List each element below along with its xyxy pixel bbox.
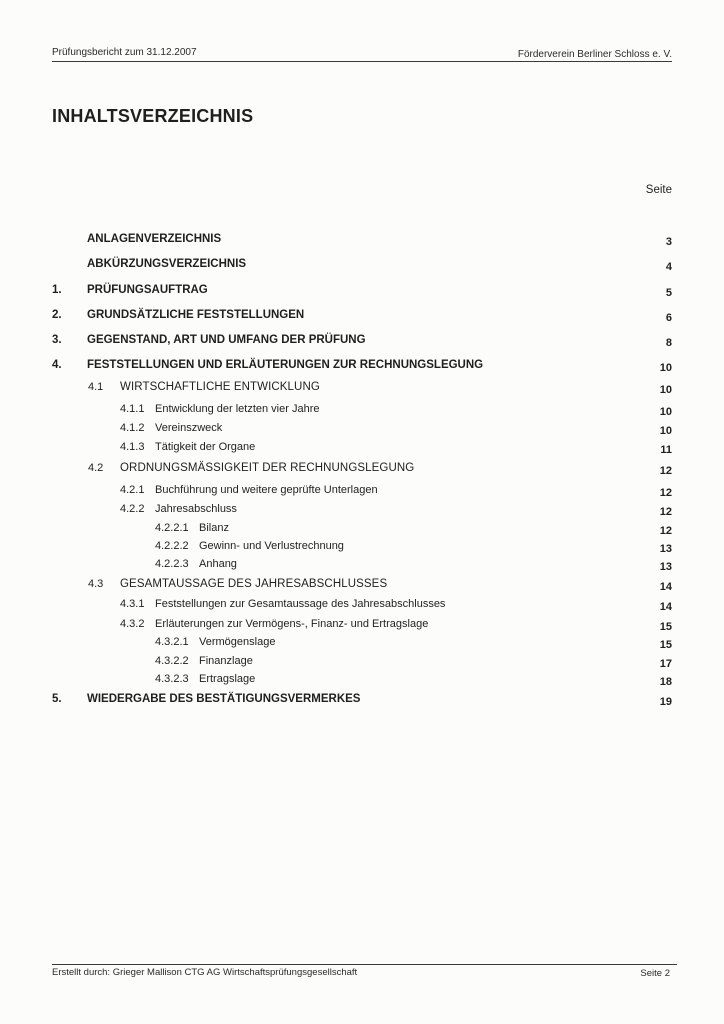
toc-entry-title: Buchführung und weitere geprüfte Unterlagen bbox=[155, 484, 378, 496]
toc-entry-page: 13 bbox=[659, 561, 672, 573]
toc-entry-page: 4 bbox=[665, 261, 672, 273]
toc-entry[interactable] bbox=[0, 558, 724, 574]
toc-entry-title: Gewinn- und Verlustrechnung bbox=[199, 540, 344, 552]
toc-entry-title: WIEDERGABE DES BESTÄTIGUNGSVERMERKES bbox=[87, 693, 361, 705]
toc-entry[interactable] bbox=[0, 522, 724, 538]
toc-entry-number: 3. bbox=[52, 334, 62, 346]
toc-entry-number: 4. bbox=[52, 359, 62, 371]
toc-entry-page: 14 bbox=[659, 581, 672, 593]
toc-entry-page: 18 bbox=[659, 676, 672, 688]
toc-entry-title: Anhang bbox=[199, 558, 237, 570]
toc-entry-page: 6 bbox=[665, 312, 672, 324]
toc-entry-number: 4.2.2.1 bbox=[155, 522, 189, 534]
toc-entry-page: 10 bbox=[659, 384, 672, 396]
toc-entry-title: GEGENSTAND, ART UND UMFANG DER PRÜFUNG bbox=[87, 334, 366, 346]
toc-entry-page: 10 bbox=[659, 406, 672, 418]
toc-entry[interactable] bbox=[0, 258, 724, 274]
toc-entry-number: 4.2.2 bbox=[120, 503, 145, 515]
header-organization: Förderverein Berliner Schloss e. V. bbox=[517, 49, 672, 60]
toc-entry-page: 8 bbox=[665, 337, 672, 349]
toc-entry-number: 4.2.2.3 bbox=[155, 558, 189, 570]
toc-entry-title: WIRTSCHAFTLICHE ENTWICKLUNG bbox=[120, 381, 320, 393]
toc-entry-number: 4.2.2.2 bbox=[155, 540, 189, 552]
footer-rule bbox=[52, 964, 677, 965]
toc-entry[interactable] bbox=[0, 484, 724, 500]
toc-entry[interactable] bbox=[0, 636, 724, 652]
header-report-date: Prüfungsbericht zum 31.12.2007 bbox=[52, 47, 197, 58]
toc-entry-number: 4.2.1 bbox=[120, 484, 145, 496]
toc-entry-number: 5. bbox=[52, 693, 62, 705]
toc-entry-page: 3 bbox=[665, 236, 672, 248]
toc-entry-title: Finanzlage bbox=[199, 655, 253, 667]
toc-entry-number: 1. bbox=[52, 284, 62, 296]
toc-entry[interactable] bbox=[0, 578, 724, 594]
toc-entry-title: FESTSTELLUNGEN UND ERLÄUTERUNGEN ZUR RECHNUNGSLEGUNG bbox=[87, 359, 484, 371]
toc-entry-title: Entwicklung der letzten vier Jahre bbox=[155, 403, 320, 415]
toc-entry-title: Erläuterungen zur Vermögens-, Finanz- und Ertragslage bbox=[155, 618, 429, 630]
toc-entry-title: ABKÜRZUNGSVERZEICHNIS bbox=[87, 258, 247, 270]
toc-entry-number: 4.2 bbox=[88, 462, 104, 474]
toc-entry-title: PRÜFUNGSAUFTRAG bbox=[87, 284, 208, 296]
toc-entry[interactable] bbox=[0, 422, 724, 438]
toc-entry-page: 15 bbox=[659, 621, 672, 633]
toc-entry-page: 10 bbox=[659, 425, 672, 437]
toc-entry-page: 11 bbox=[660, 444, 672, 456]
toc-entry[interactable] bbox=[0, 441, 724, 457]
toc-entry-number: 4.3.2.3 bbox=[155, 673, 189, 685]
toc-entry-number: 4.3 bbox=[88, 578, 104, 590]
toc-entry-number: 4.3.2.2 bbox=[155, 655, 189, 667]
toc-entry[interactable] bbox=[0, 598, 724, 614]
toc-entry-page: 13 bbox=[659, 543, 672, 555]
toc-entry-page: 19 bbox=[659, 696, 672, 708]
toc-entry[interactable] bbox=[0, 233, 724, 249]
toc-entry-number: 4.3.1 bbox=[120, 598, 145, 610]
toc-entry-title: Vermögenslage bbox=[199, 636, 276, 648]
toc-entry[interactable] bbox=[0, 334, 724, 350]
toc-entry-title: Jahresabschluss bbox=[155, 503, 237, 515]
toc-entry-title: Tätigkeit der Organe bbox=[155, 441, 256, 453]
toc-entry-number: 4.1.3 bbox=[120, 441, 145, 453]
toc-entry-page: 17 bbox=[659, 658, 672, 670]
toc-entry[interactable] bbox=[0, 655, 724, 671]
toc-entry-page: 14 bbox=[659, 601, 672, 613]
toc-entry-page: 12 bbox=[659, 487, 672, 499]
toc-entry[interactable] bbox=[0, 381, 724, 397]
toc-entry-title: ORDNUNGSMÄSSIGKEIT DER RECHNUNGSLEGUNG bbox=[120, 462, 415, 474]
toc-entry-page: 5 bbox=[665, 287, 672, 299]
toc-entry-title: Ertragslage bbox=[199, 673, 256, 685]
toc-entry-title: Feststellungen zur Gesamtaussage des Jahresabschlusses bbox=[155, 598, 446, 610]
toc-entry[interactable] bbox=[0, 359, 724, 375]
toc-entry[interactable] bbox=[0, 403, 724, 419]
toc-entry[interactable] bbox=[0, 673, 724, 689]
toc-entry-number: 4.3.2 bbox=[120, 618, 145, 630]
toc-entry-number: 4.1 bbox=[88, 381, 104, 393]
toc-entry[interactable] bbox=[0, 503, 724, 519]
toc-entry[interactable] bbox=[0, 693, 724, 709]
toc-entry[interactable] bbox=[0, 618, 724, 634]
toc-entry-page: 12 bbox=[659, 506, 672, 518]
toc-entry-number: 2. bbox=[52, 309, 62, 321]
toc-entry[interactable] bbox=[0, 540, 724, 556]
toc-entry-number: 4.3.2.1 bbox=[155, 636, 189, 648]
toc-entry-number: 4.1.1 bbox=[120, 403, 145, 415]
toc-entry[interactable] bbox=[0, 309, 724, 325]
toc-entry-title: GESAMTAUSSAGE DES JAHRESABSCHLUSSES bbox=[120, 578, 388, 590]
toc-entry-page: 12 bbox=[659, 465, 672, 477]
page-title: INHALTSVERZEICHNIS bbox=[52, 106, 254, 126]
footer-author: Erstellt durch: Grieger Mallison CTG AG Wirtschaftsprüfungsgesellschaft bbox=[52, 967, 358, 978]
page-column-label: Seite bbox=[645, 184, 672, 196]
toc-entry[interactable] bbox=[0, 284, 724, 300]
toc-entry-page: 10 bbox=[659, 362, 672, 374]
toc-entry-number: 4.1.2 bbox=[120, 422, 145, 434]
toc-entry-page: 12 bbox=[659, 525, 672, 537]
toc-entry[interactable] bbox=[0, 462, 724, 478]
toc-entry-title: Bilanz bbox=[199, 522, 229, 534]
toc-entry-title: ANLAGENVERZEICHNIS bbox=[87, 233, 222, 245]
toc-entry-page: 15 bbox=[659, 639, 672, 651]
toc-entry-title: Vereinszweck bbox=[155, 422, 223, 434]
footer-page-number: Seite 2 bbox=[640, 968, 670, 979]
toc-entry-title: GRUNDSÄTZLICHE FESTSTELLUNGEN bbox=[87, 309, 305, 321]
